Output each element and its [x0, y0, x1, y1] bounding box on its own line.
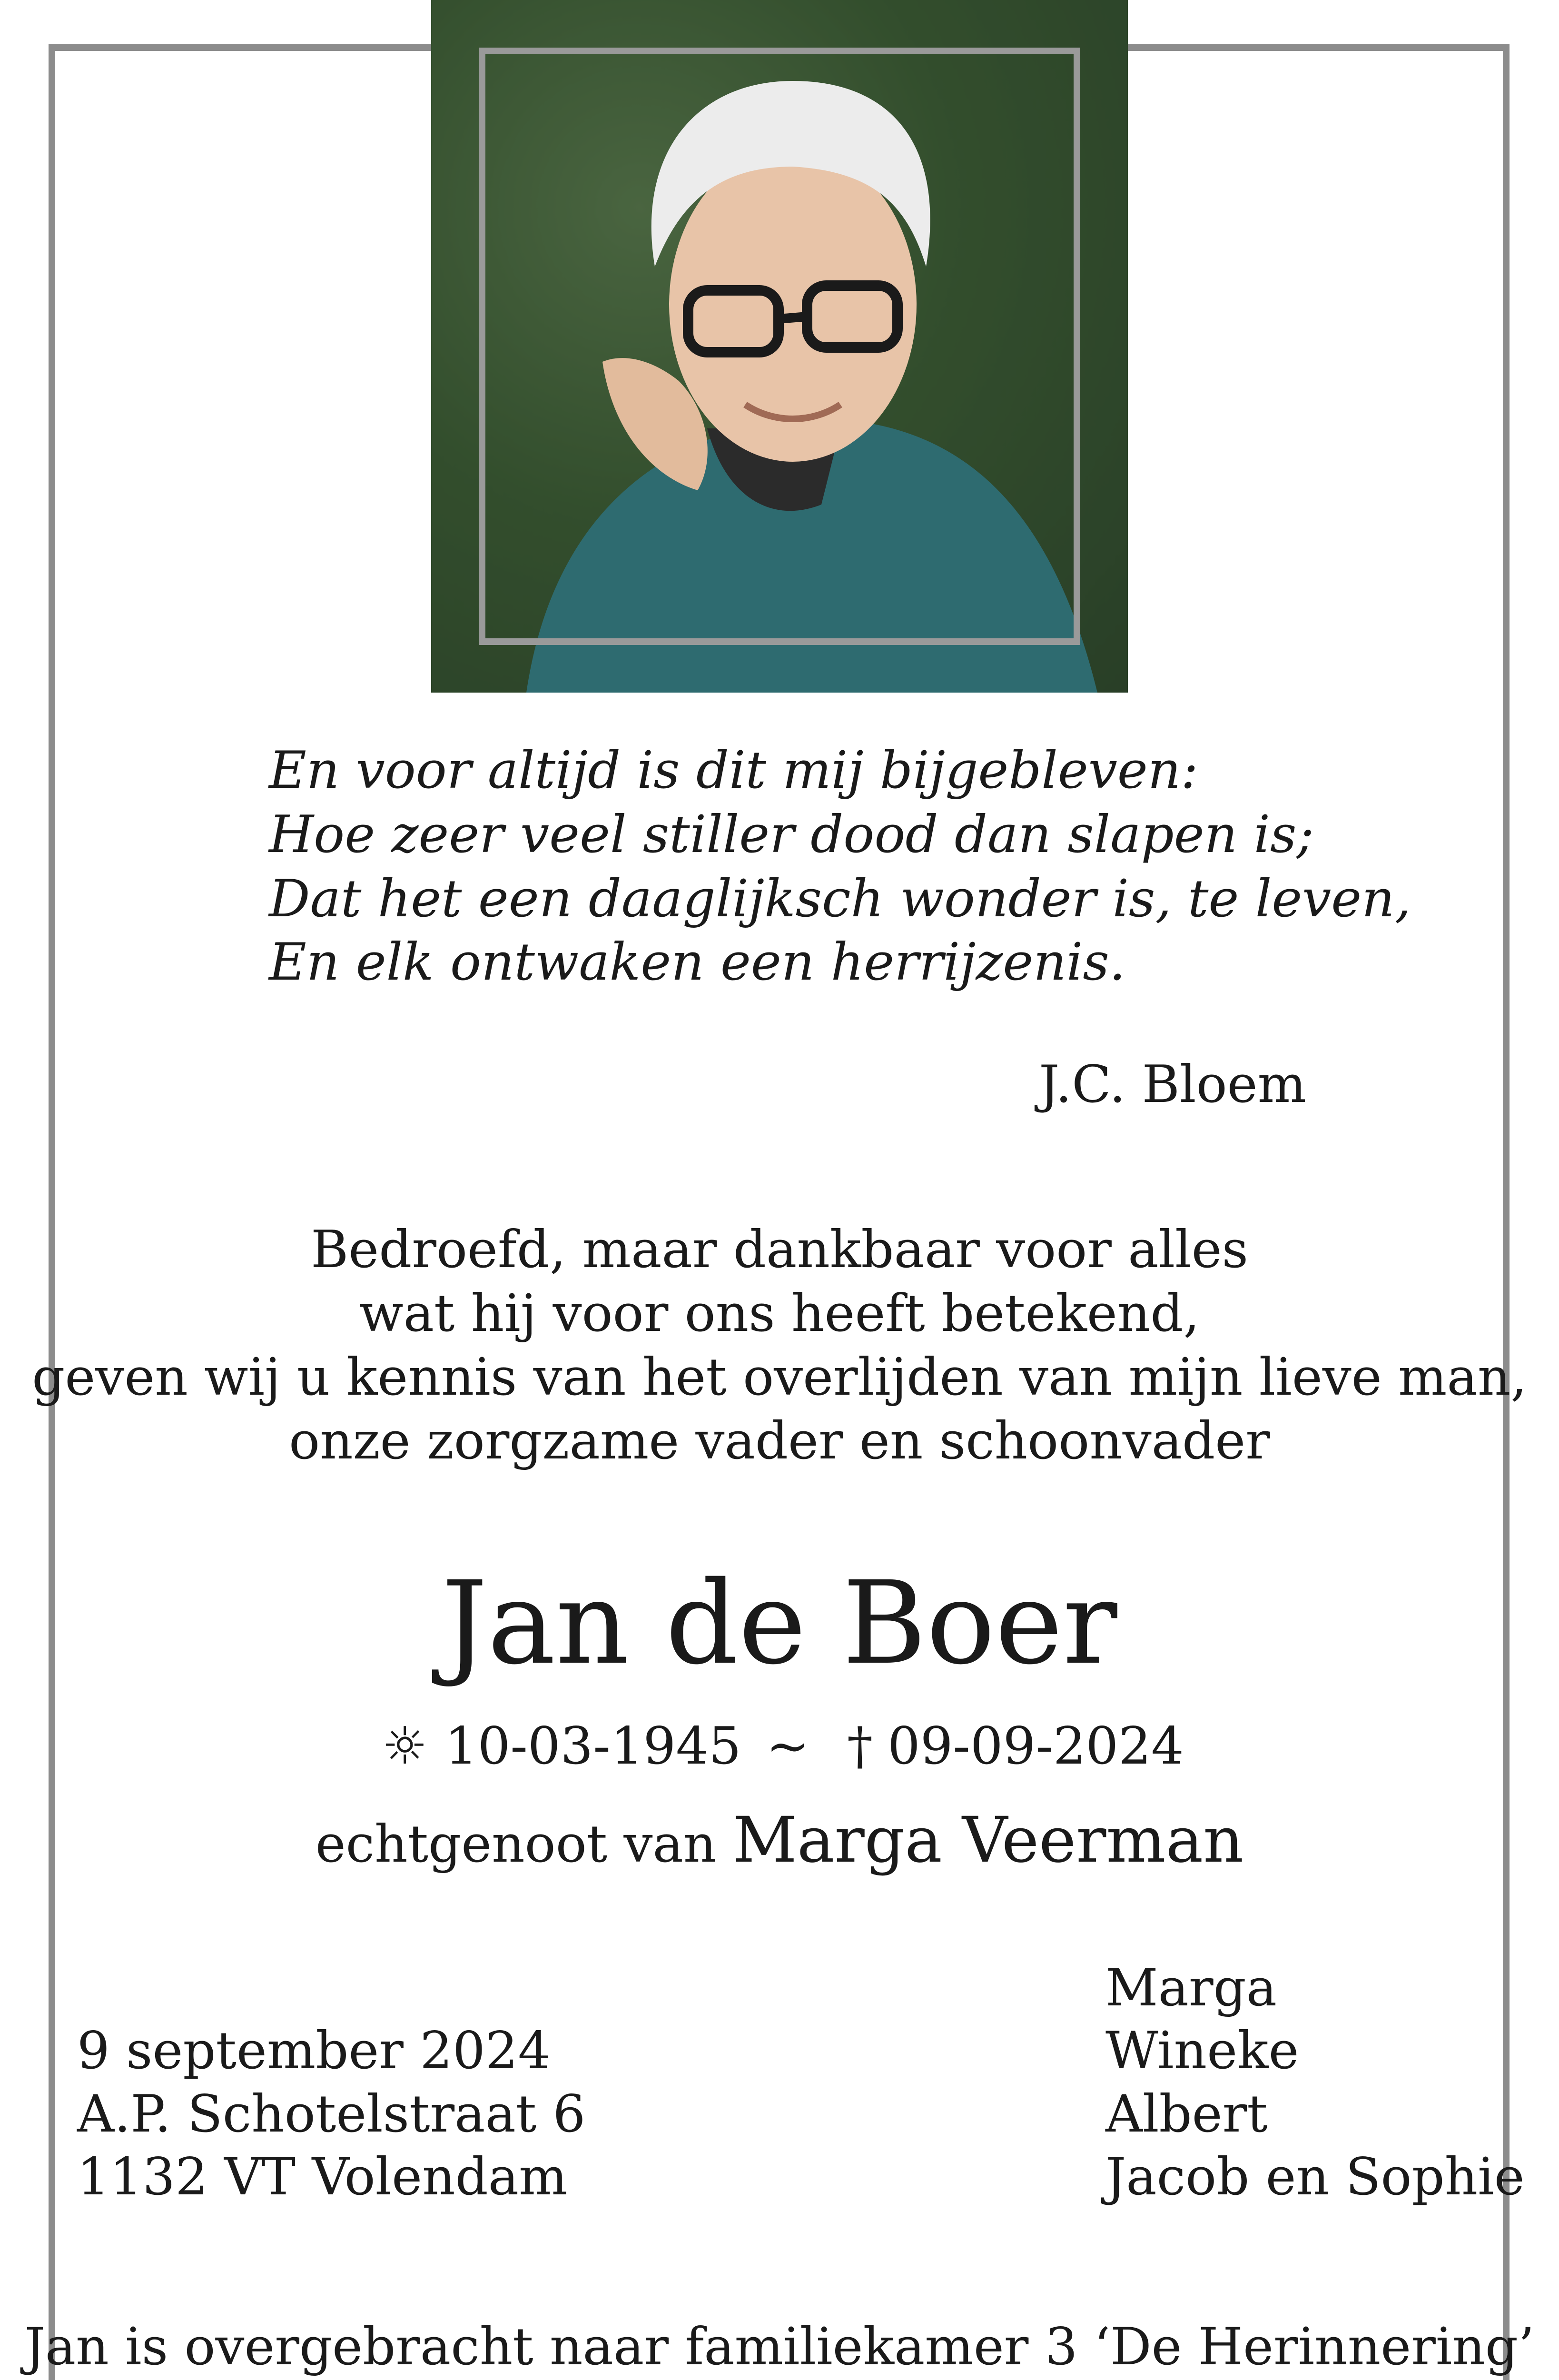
intro-line: Bedroefd, maar dankbaar voor alles: [310, 1220, 1249, 1279]
address-line: A.P. Schotelstraat 6: [77, 2084, 586, 2144]
intro-line: geven wij u kennis van het overlijden van mijn lieve man,: [32, 1348, 1527, 1407]
poem-line: En elk ontwaken een herrijzenis.: [269, 932, 1126, 992]
poem-line: Hoe zeer veel stiller dood dan slapen is;: [269, 805, 1314, 864]
intro-line: onze zorgzame vader en schoonvader: [289, 1411, 1270, 1471]
family-member: Jacob en Sophie: [1105, 2147, 1525, 2207]
details-line: Jan is overgebracht naar familiekamer 3 ‘De Herinnering’: [24, 2317, 1535, 2377]
family-member: Wineke: [1105, 2021, 1299, 2081]
cross-icon: †: [847, 1716, 873, 1776]
address-line: 1132 VT Volendam: [77, 2147, 568, 2207]
death-date: 09-09-2024: [888, 1716, 1184, 1776]
sun-icon: ☼: [382, 1716, 428, 1776]
poem-author: J.C. Bloem: [1039, 1055, 1306, 1114]
birth-date: 10-03-1945: [445, 1716, 741, 1776]
poem-line: Dat het een daaglijksch wonder is, te leven,: [269, 869, 1411, 929]
poem-line: En voor altijd is dit mij bijgebleven:: [269, 741, 1198, 800]
spouse-line: [0, 1804, 1559, 1877]
spouse-name: Marga Veerman: [732, 1804, 1244, 1877]
address-line: 9 september 2024: [77, 2021, 551, 2081]
intro-line: wat hij voor ons heeft betekend,: [359, 1284, 1200, 1343]
family-member: Marga: [1105, 1958, 1277, 2018]
date-separator: ~: [766, 1716, 809, 1776]
spouse-prefix: echtgenoot van: [315, 1815, 717, 1874]
family-member: Albert: [1105, 2084, 1268, 2144]
deceased-name: Jan de Boer: [442, 1557, 1117, 1690]
